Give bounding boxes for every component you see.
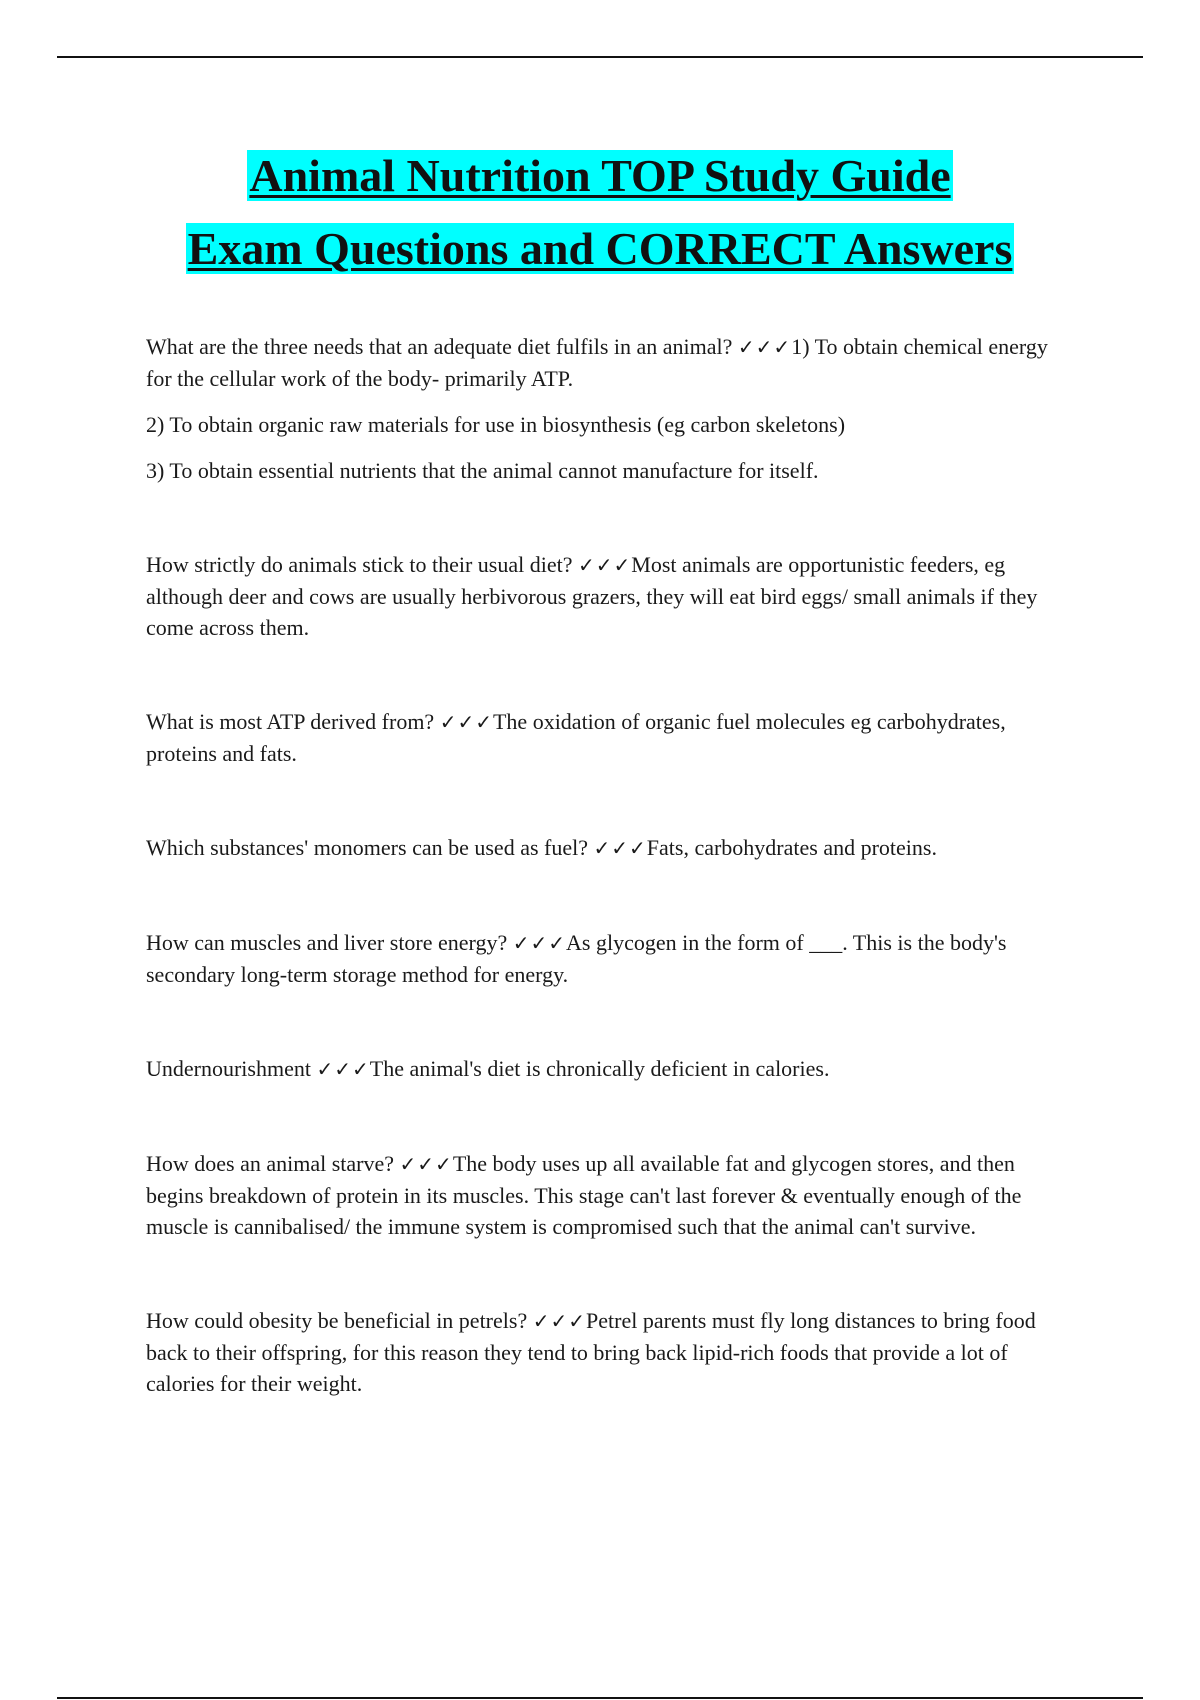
answer: Fats, carbohydrates and proteins. [646,835,937,860]
answer: The animal's diet is chronically deficient in calories. [369,1056,830,1081]
check-mark-icon: ✓✓✓ [593,836,647,860]
check-mark-icon: ✓✓✓ [512,931,567,955]
qa-item [146,549,1066,643]
question: How does an animal starve? [146,1151,395,1176]
check-mark-icon: ✓✓✓ [737,335,792,359]
question: Undernourishment [146,1056,311,1081]
question: What is most ATP derived from? [146,709,435,734]
answer-continuation: 2) To obtain organic raw materials for use in biosynthesis (eg carbon skeletons) [146,412,846,437]
check-mark-icon: ✓✓✓ [532,1309,586,1333]
qa-item [146,706,1066,769]
title-line-2: Exam Questions and CORRECT Answers [187,223,1013,274]
answer: 1) To obtain chemical energy for the cellular work of the body- primarily ATP. [146,334,1048,391]
answer-continuation: 3) To obtain essential nutrients that the animal cannot manufacture for itself. [146,458,819,483]
qa-item [146,1305,1066,1399]
title-line-1: Animal Nutrition TOP Study Guide [249,150,951,201]
qa-item [146,1053,1066,1085]
answer: Most animals are opportunistic feeders, eg although deer and cows are usually herbivorous grazers, they will eat bird eggs/ small animals if they come across them. [146,552,1038,640]
top-rule [57,56,1143,58]
qa-item [146,1148,1066,1242]
document-title [0,145,1200,291]
qa-item [146,927,1066,990]
check-mark-icon: ✓✓✓ [316,1057,370,1081]
question: Which substances' monomers can be used as fuel? [146,835,588,860]
qa-list [146,331,1066,1399]
question: How strictly do animals stick to their usual diet? [146,552,573,577]
question: How can muscles and liver store energy? [146,930,508,955]
check-mark-icon: ✓✓✓ [439,710,493,734]
answer: As glycogen in the form of ___. This is the body's secondary long-term storage method for energy. [146,930,1007,987]
question: What are the three needs that an adequate diet fulfils in an animal? [146,334,733,359]
answer: Petrel parents must fly long distances to bring food back to their offspring, for this reason they tend to bring back lipid-rich foods that provide a lot of calories for their weight. [146,1308,1036,1396]
answer: The oxidation of organic fuel molecules eg carbohydrates, proteins and fats. [146,709,1006,766]
question: How could obesity be beneficial in petrels? [146,1308,528,1333]
check-mark-icon: ✓✓✓ [399,1152,453,1176]
answer: The body uses up all available fat and glycogen stores, and then begins breakdown of protein in its muscles. This stage can't last forever & eventually enough of the muscle is cannibalised/ the immune system is compromised such that the animal can't survive. [146,1151,1022,1239]
qa-item [146,331,1066,486]
check-mark-icon: ✓✓✓ [577,553,632,577]
bottom-rule [57,1697,1143,1699]
qa-item [146,832,1066,864]
